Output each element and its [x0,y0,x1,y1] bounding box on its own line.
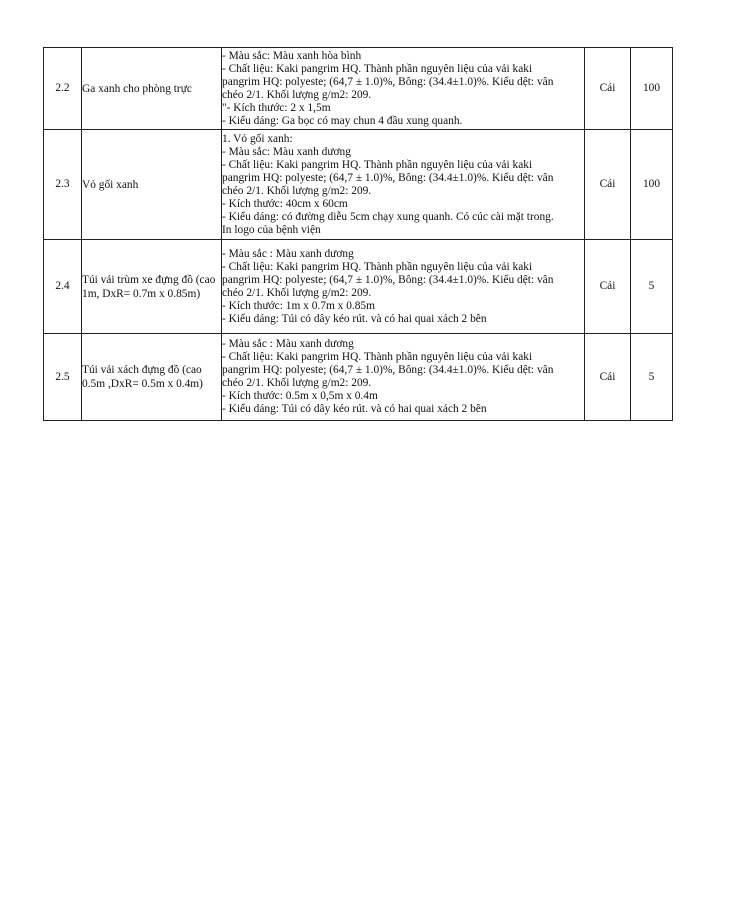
description-line: - Kích thước: 0.5m x 0,5m x 0.4m [222,390,378,402]
item-description [222,48,585,130]
item-name: Vỏ gối xanh [82,130,222,240]
description-line: pangrim HQ: polyeste; (64,7 ± 1.0)%, Bông: (34.4±1.0)%. Kiểu dệt: vân [222,273,554,286]
description-line: 1. Vỏ gối xanh: [222,132,293,145]
item-name: Túi vải xách đựng đồ (cao 0.5m ,DxR= 0.5m x 0.4m) [82,334,222,421]
description-line: - Chất liệu: Kaki pangrim HQ. Thành phần nguyên liệu của vải kaki [222,158,533,171]
description-line: In logo của bệnh viện [222,223,321,236]
quantity-cell: 100 [631,130,673,240]
table-row [44,240,673,334]
description-line: - Kiểu dáng: Túi có dây kéo rút. và có hai quai xách 2 bên [222,403,487,415]
quantity-cell: 5 [631,240,673,334]
spec-table [43,47,673,421]
description-line: - Kích thước: 40cm x 60cm [222,197,348,210]
item-description [222,130,585,240]
description-line: pangrim HQ: polyeste; (64,7 ± 1.0)%, Bông: (34.4±1.0)%. Kiểu dệt: vân [222,364,554,376]
item-name: Ga xanh cho phòng trực [82,48,222,130]
description-line: - Chất liệu: Kaki pangrim HQ. Thành phần nguyên liệu của vải kaki [222,351,533,363]
description-line: - Kiểu dáng: Ga bọc có may chun 4 đầu xung quanh. [222,114,463,127]
description-line: chéo 2/1. Khối lượng g/m2: 209. [222,377,372,389]
description-line: - Kiểu dáng: Túi có dây kéo rút. và có hai quai xách 2 bên [222,312,487,325]
unit-cell: Cái [585,48,631,130]
table-row [44,130,673,240]
description-line: - Màu sắc : Màu xanh dương [222,338,354,350]
description-line: - Chất liệu: Kaki pangrim HQ. Thành phần nguyên liệu của vải kaki [222,62,533,75]
quantity-cell: 5 [631,334,673,421]
description-line: pangrim HQ: polyeste; (64,7 ± 1.0)%, Bông: (34.4±1.0)%. Kiểu dệt: vân [222,171,554,184]
row-number: 2.4 [44,240,82,334]
row-number: 2.5 [44,334,82,421]
unit-cell: Cái [585,334,631,421]
table-row [44,48,673,130]
row-number: 2.2 [44,48,82,130]
item-name: Túi vải trùm xe đựng đồ (cao 1m, DxR= 0.7m x 0.85m) [82,240,222,334]
quantity-cell: 100 [631,48,673,130]
description-line: pangrim HQ: polyeste; (64,7 ± 1.0)%, Bông: (34.4±1.0)%. Kiểu dệt: vân [222,75,554,88]
description-line: chéo 2/1. Khối lượng g/m2: 209. [222,88,372,101]
unit-cell: Cái [585,130,631,240]
description-line: "- Kích thước: 2 x 1,5m [222,101,331,114]
description-line: - Chất liệu: Kaki pangrim HQ. Thành phần nguyên liệu của vải kaki [222,260,533,273]
row-number: 2.3 [44,130,82,240]
description-line: - Màu sắc : Màu xanh dương [222,247,354,260]
item-description [222,240,585,334]
description-line: - Màu sắc: Màu xanh hòa bình [222,49,362,62]
description-line: - Màu sắc: Màu xanh dương [222,145,351,158]
description-line: chéo 2/1. Khối lượng g/m2: 209. [222,184,372,197]
item-description [222,334,585,421]
description-line: chéo 2/1. Khối lượng g/m2: 209. [222,286,372,299]
description-line: - Kích thước: 1m x 0.7m x 0.85m [222,299,375,312]
table-row [44,334,673,421]
description-line: - Kiểu dáng: có đường diễu 5cm chạy xung quanh. Có cúc cài mặt trong. [222,210,554,223]
unit-cell: Cái [585,240,631,334]
